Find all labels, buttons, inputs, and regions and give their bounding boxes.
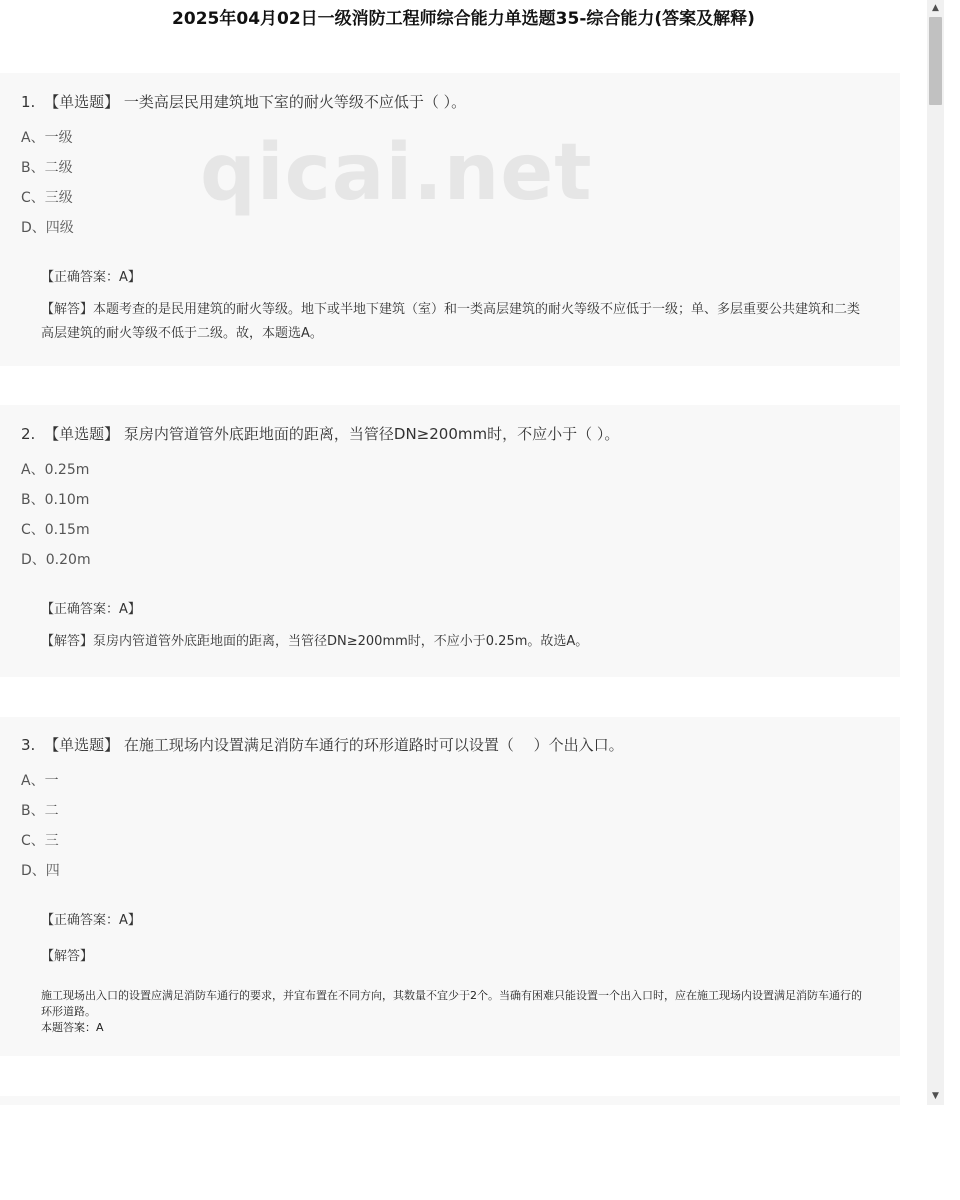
option-b: B、0.10m xyxy=(21,492,90,508)
vertical-scrollbar[interactable] xyxy=(927,0,944,1105)
option-c: C、三级 xyxy=(21,190,73,206)
question-text: 一类高层民用建筑地下室的耐火等级不应低于（ ）。 xyxy=(123,93,467,111)
question-type-label: 【单选题】 xyxy=(44,736,120,754)
question-number: 1. xyxy=(21,93,36,111)
explanation: 【解答】泵房内管道管外底距地面的距离，当管径DN≥200mm时，不应小于0.25m。故选A。 xyxy=(41,634,589,649)
correct-answer: 【正确答案：A】 xyxy=(41,913,141,928)
option-b: B、二级 xyxy=(21,160,73,176)
explanation: 【解答】本题考查的是民用建筑的耐火等级。地下或半地下建筑（室）和一类高层建筑的耐火等级不应低于一级；单、多层重要公共建筑和二类高层建筑的耐火等级不低于二级。故，本题选A。 xyxy=(41,302,861,341)
question-stem xyxy=(21,91,466,112)
explanation-body: 施工现场出入口的设置应满足消防车通行的要求，并宜布置在不同方向，其数量不宜少于2个。当确有困难只能设置一个出入口时，应在施工现场内设置满足消防车通行的环形道路。 xyxy=(41,989,862,1018)
question-number: 3. xyxy=(21,736,36,754)
question-card-1 xyxy=(0,73,900,366)
option-a: A、一级 xyxy=(21,130,73,146)
option-d: D、四级 xyxy=(21,220,74,236)
explanation-label: 【解答】 xyxy=(41,949,94,964)
page-title: 2025年04月02日一级消防工程师综合能力单选题35-综合能力(答案及解释) xyxy=(172,9,755,29)
scroll-down-arrow-icon[interactable]: ▼ xyxy=(932,1091,939,1101)
question-type-label: 【单选题】 xyxy=(44,425,120,443)
option-d: D、0.20m xyxy=(21,552,91,568)
option-a: A、0.25m xyxy=(21,462,90,478)
option-c: C、0.15m xyxy=(21,522,90,538)
question-text: 在施工现场内设置满足消防车通行的环形道路时可以设置（ ）个出入口。 xyxy=(123,736,624,754)
correct-answer: 【正确答案：A】 xyxy=(41,602,141,617)
watermark-logo: qicai.net xyxy=(200,128,593,218)
question-card-4 xyxy=(0,1096,900,1105)
question-stem xyxy=(21,734,624,755)
option-b: B、二 xyxy=(21,803,59,819)
option-d: D、四 xyxy=(21,863,60,879)
question-type-label: 【单选题】 xyxy=(44,93,120,111)
scrollbar-thumb[interactable] xyxy=(929,17,942,105)
question-number: 2. xyxy=(21,425,36,443)
question-card-3 xyxy=(0,717,900,1056)
option-c: C、三 xyxy=(21,833,59,849)
question-card-2 xyxy=(0,405,900,677)
option-a: A、一 xyxy=(21,773,59,789)
correct-answer: 【正确答案：A】 xyxy=(41,270,141,285)
question-stem xyxy=(21,423,619,444)
explanation-answer: 本题答案：A xyxy=(41,1021,104,1034)
question-text: 泵房内管道管外底距地面的距离，当管径DN≥200mm时，不应小于（ ）。 xyxy=(123,425,620,443)
scroll-up-arrow-icon[interactable]: ▲ xyxy=(932,3,939,13)
